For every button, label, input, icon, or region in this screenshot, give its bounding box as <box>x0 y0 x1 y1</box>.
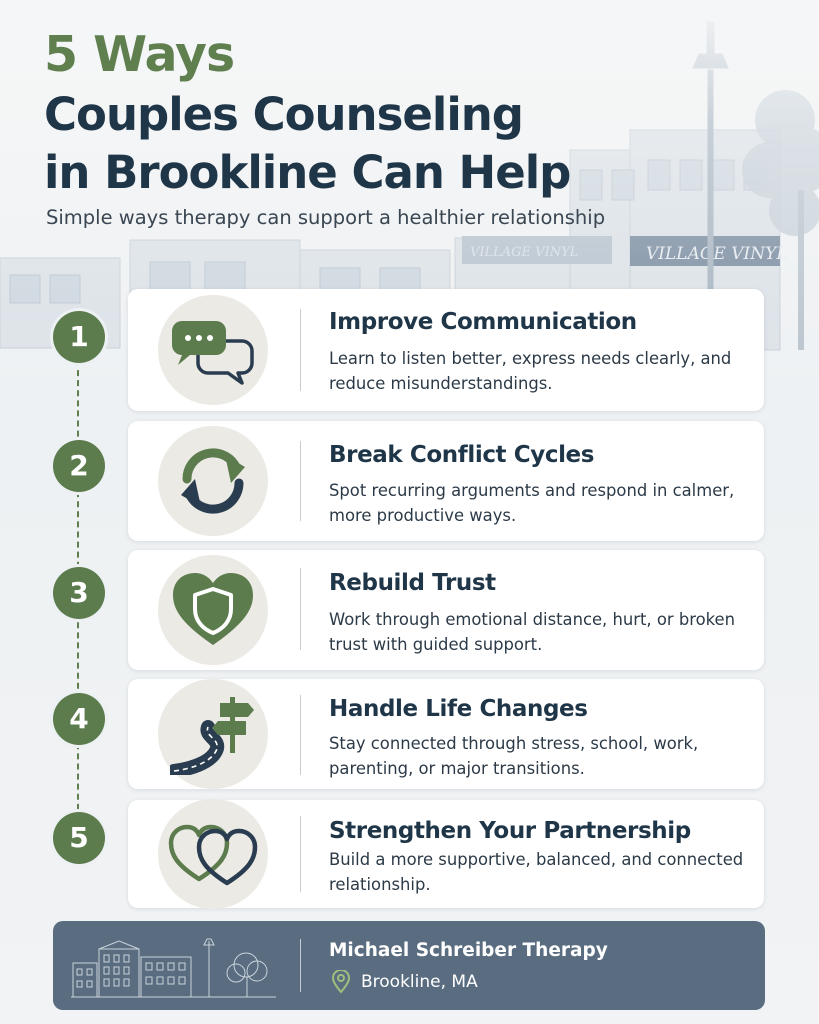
card-description: Stay connected through stress, school, work, parenting, or major transitions. <box>329 734 699 778</box>
icon-circle <box>158 295 268 405</box>
card-description: Learn to listen better, express needs clearly, and reduce misunderstandings. <box>329 349 732 393</box>
card-divider <box>300 441 301 521</box>
step-number-badge: 3 <box>53 567 105 619</box>
page-title-line-2: Couples Counseling <box>44 88 523 141</box>
icon-circle <box>158 555 268 665</box>
card-divider <box>300 568 301 650</box>
card-title: Strengthen Your Partnership <box>329 818 691 844</box>
step-number-badge: 5 <box>53 812 105 864</box>
card-title: Rebuild Trust <box>329 570 496 596</box>
road-signpost-icon <box>170 693 256 775</box>
page-title-number: 5 Ways <box>44 26 235 83</box>
practice-name: Michael Schreiber Therapy <box>329 940 608 961</box>
page-subtitle: Simple ways therapy can support a healthier relationship <box>46 206 606 229</box>
map-pin-icon <box>331 970 351 994</box>
step-number-badge: 4 <box>53 693 105 745</box>
icon-circle <box>158 426 268 536</box>
icon-circle <box>158 679 268 789</box>
speech-bubbles-icon <box>170 315 256 385</box>
card-description: Spot recurring arguments and respond in calmer, more productive ways. <box>329 481 735 525</box>
card-title: Improve Communication <box>329 309 637 335</box>
footer-banner <box>53 921 765 1010</box>
footer-divider <box>300 939 301 992</box>
card-divider <box>300 816 301 892</box>
practice-location: Brookline, MA <box>361 972 478 992</box>
cycle-arrows-icon <box>173 441 253 521</box>
benefit-card-communication <box>128 289 764 411</box>
benefit-card-conflict <box>128 421 764 541</box>
linked-hearts-icon <box>167 821 259 887</box>
benefit-card-life-changes <box>128 679 764 789</box>
page-title-line-3: in Brookline Can Help <box>44 146 571 199</box>
benefit-card-trust <box>128 550 764 670</box>
header <box>44 24 664 202</box>
card-title: Break Conflict Cycles <box>329 442 595 468</box>
step-number-badge: 1 <box>53 311 105 363</box>
card-title: Handle Life Changes <box>329 696 588 722</box>
brookline-skyline-illustration <box>71 933 276 999</box>
card-divider <box>300 309 301 391</box>
heart-shield-icon <box>171 571 255 649</box>
card-description: Work through emotional distance, hurt, or broken trust with guided support. <box>329 610 736 654</box>
benefit-card-partnership <box>128 800 764 908</box>
card-divider <box>300 695 301 775</box>
icon-circle <box>158 799 268 909</box>
step-number-badge: 2 <box>53 440 105 492</box>
card-description: Build a more supportive, balanced, and connected relationship. <box>329 850 744 894</box>
